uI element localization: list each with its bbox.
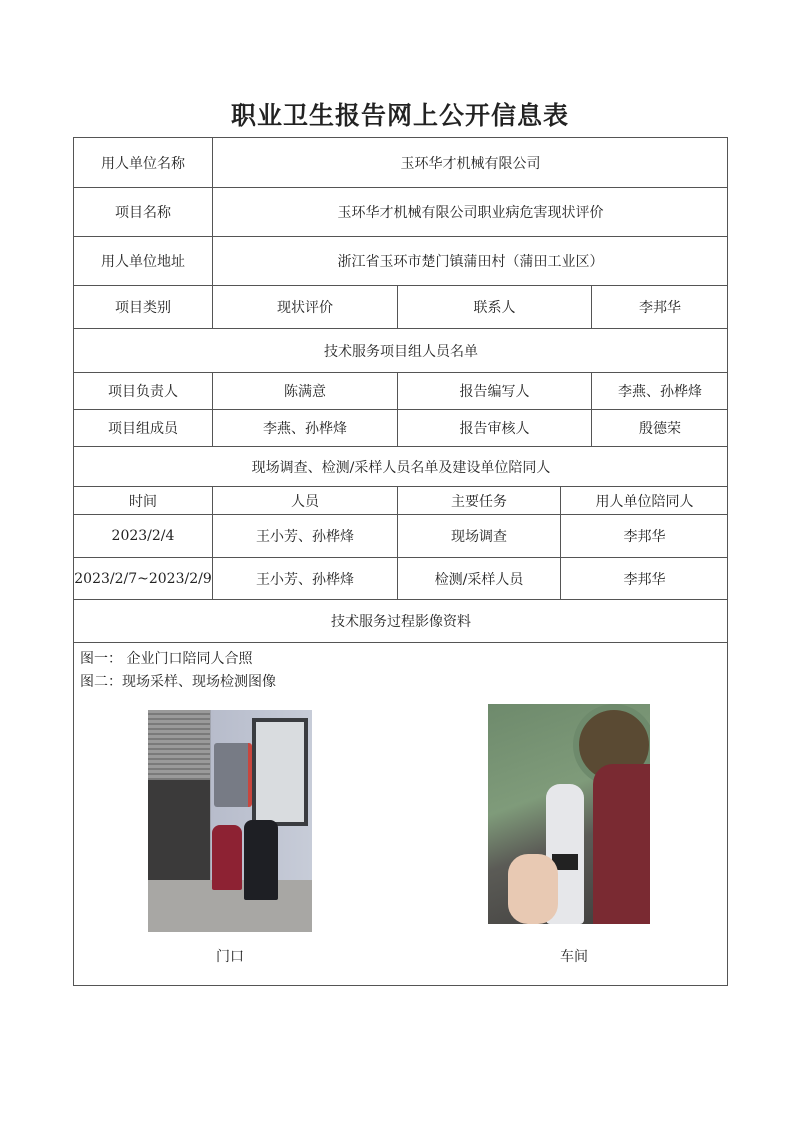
survey-col-escort: 用人单位陪同人 <box>560 486 728 514</box>
survey-row-1-time: 2023/2/4 <box>73 514 212 557</box>
contact-label: 联系人 <box>397 285 591 328</box>
leader-value: 陈满意 <box>212 372 397 409</box>
photo-caption-workshop: 车间 <box>560 949 588 965</box>
project-value: 玉环华才机械有限公司职业病危害现状评价 <box>212 187 728 236</box>
project-label: 项目名称 <box>73 187 212 236</box>
writer-label: 报告编写人 <box>397 372 591 409</box>
figure-2-caption: 图二：现场采样、现场检测图像 <box>80 674 276 690</box>
survey-row-2-escort: 李邦华 <box>560 557 728 599</box>
address-label: 用人单位地址 <box>73 236 212 285</box>
team-header: 技术服务项目组人员名单 <box>73 328 728 372</box>
type-label: 项目类别 <box>73 285 212 328</box>
images-header: 技术服务过程影像资料 <box>73 599 728 643</box>
reviewer-value: 殷德荣 <box>591 409 728 446</box>
survey-header: 现场调查、检测/采样人员名单及建设单位陪同人 <box>73 446 728 486</box>
company-label: 用人单位名称 <box>73 137 212 187</box>
survey-col-staff: 人员 <box>212 486 397 514</box>
reviewer-label: 报告审核人 <box>397 409 591 446</box>
entrance-photo <box>148 710 312 932</box>
company-value: 玉环华才机械有限公司 <box>212 137 728 187</box>
figure-1-caption: 图一： 企业门口陪同人合照 <box>80 651 253 667</box>
survey-row-1-escort: 李邦华 <box>560 514 728 557</box>
writer-value: 李燕、孙桦烽 <box>591 372 728 409</box>
survey-row-2-task: 检测/采样人员 <box>397 557 560 599</box>
document-title: 职业卫生报告网上公开信息表 <box>230 101 569 130</box>
photo-caption-entrance: 门口 <box>216 949 244 965</box>
type-value: 现状评价 <box>212 285 397 328</box>
survey-row-2-staff: 王小芳、孙桦烽 <box>212 557 397 599</box>
members-label: 项目组成员 <box>73 409 212 446</box>
survey-row-2-time: 2023/2/7~2023/2/9 <box>73 557 212 599</box>
address-value: 浙江省玉环市楚门镇蒲田村（蒲田工业区） <box>212 236 728 285</box>
survey-col-task: 主要任务 <box>397 486 560 514</box>
survey-col-time: 时间 <box>73 486 212 514</box>
leader-label: 项目负责人 <box>73 372 212 409</box>
contact-value: 李邦华 <box>591 285 728 328</box>
workshop-photo <box>488 704 650 924</box>
survey-row-1-task: 现场调查 <box>397 514 560 557</box>
survey-row-1-staff: 王小芳、孙桦烽 <box>212 514 397 557</box>
members-value: 李燕、孙桦烽 <box>212 409 397 446</box>
